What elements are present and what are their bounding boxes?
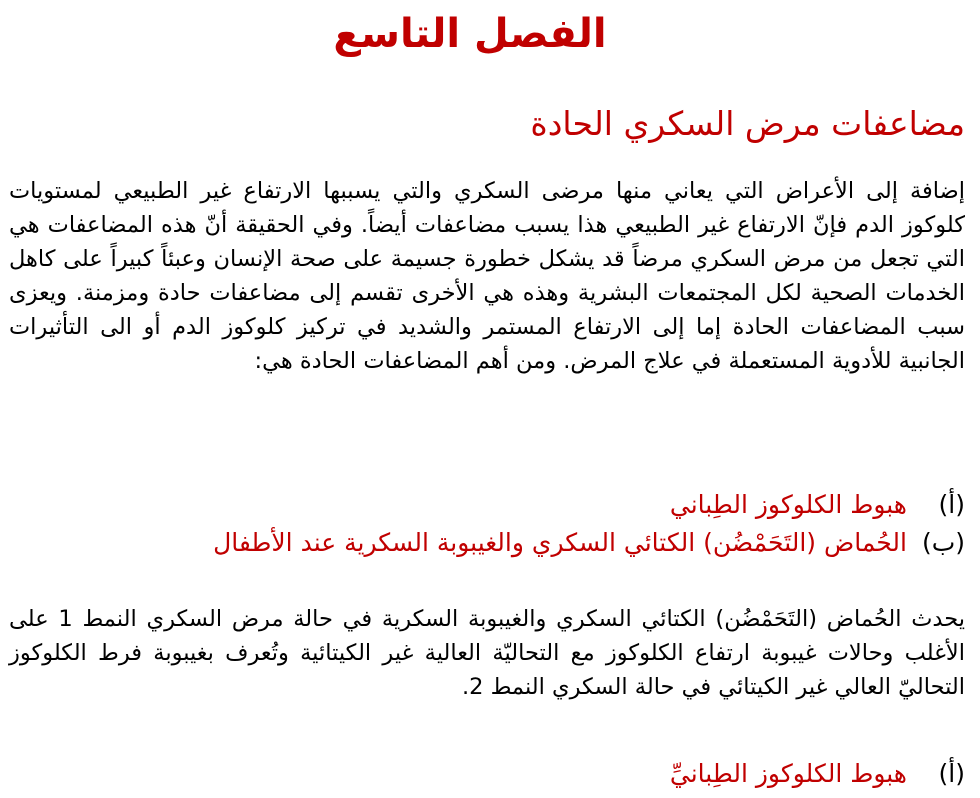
subsection-title: هبوط الكلوكوز الطِبانيِّ [669, 759, 907, 788]
list-item [9, 524, 965, 562]
list-item-marker: (ب) [921, 528, 965, 557]
complications-list [9, 486, 965, 562]
subsection-marker: (أ) [938, 759, 965, 788]
section-title: مضاعفات مرض السكري الحادة [530, 104, 965, 143]
ketoacidosis-paragraph: يحدث الحُماض (التَحَمْضُن) الكتائي السكري والغيبوبة السكرية في حالة مرض السكري النمط 1 على الأغلب وحالات غيبوبة ارتفاع الكلوكوز مع التحاليّة العالية غير الكيتائية وتُعرف بغيبوبة فرط الكلوكوز التحاليّ العالي غير الكيتائي في حالة السكري النمط 2. [9, 606, 965, 700]
list-item-marker: (أ) [938, 490, 965, 519]
chapter-title: الفصل التاسع [333, 11, 607, 57]
list-item-text: الحُماض (التَحَمْضُن) الكتائي السكري والغيبوبة السكرية عند الأطفال [213, 528, 907, 557]
list-item-text: هبوط الكلوكوز الطِباني [669, 490, 907, 519]
subsection-item [9, 755, 965, 793]
intro-paragraph: إضافة إلى الأعراض التي يعاني منها مرضى السكري والتي يسببها الارتفاع غير الطبيعي لمستويات كلوكوز الدم فإنّ الارتفاع غير الطبيعي هذا يسبب مضاعفات أيضاً. وفي الحقيقة أنّ هذه المضاعفات هي التي تجعل من مرض السكري مرضاً قد يشكل خطورة جسيمة على صحة الإنسان وعبئاً كبيراً على كاهل الخدمات الصحية لكل المجتمعات البشرية وهذه هي الأخرى تقسم إلى مضاعفات حادة ومزمنة. ويعزى سبب المضاعفات الحادة إما إلى الارتفاع المستمر والشديد في تركيز كلوكوز الدم أو الى التأثيرات الجانبية للأدوية المستعملة في علاج المرض. ومن أهم المضاعفات الحادة هي: [9, 178, 965, 374]
list-item [9, 486, 965, 524]
subsection-heading [9, 755, 965, 793]
